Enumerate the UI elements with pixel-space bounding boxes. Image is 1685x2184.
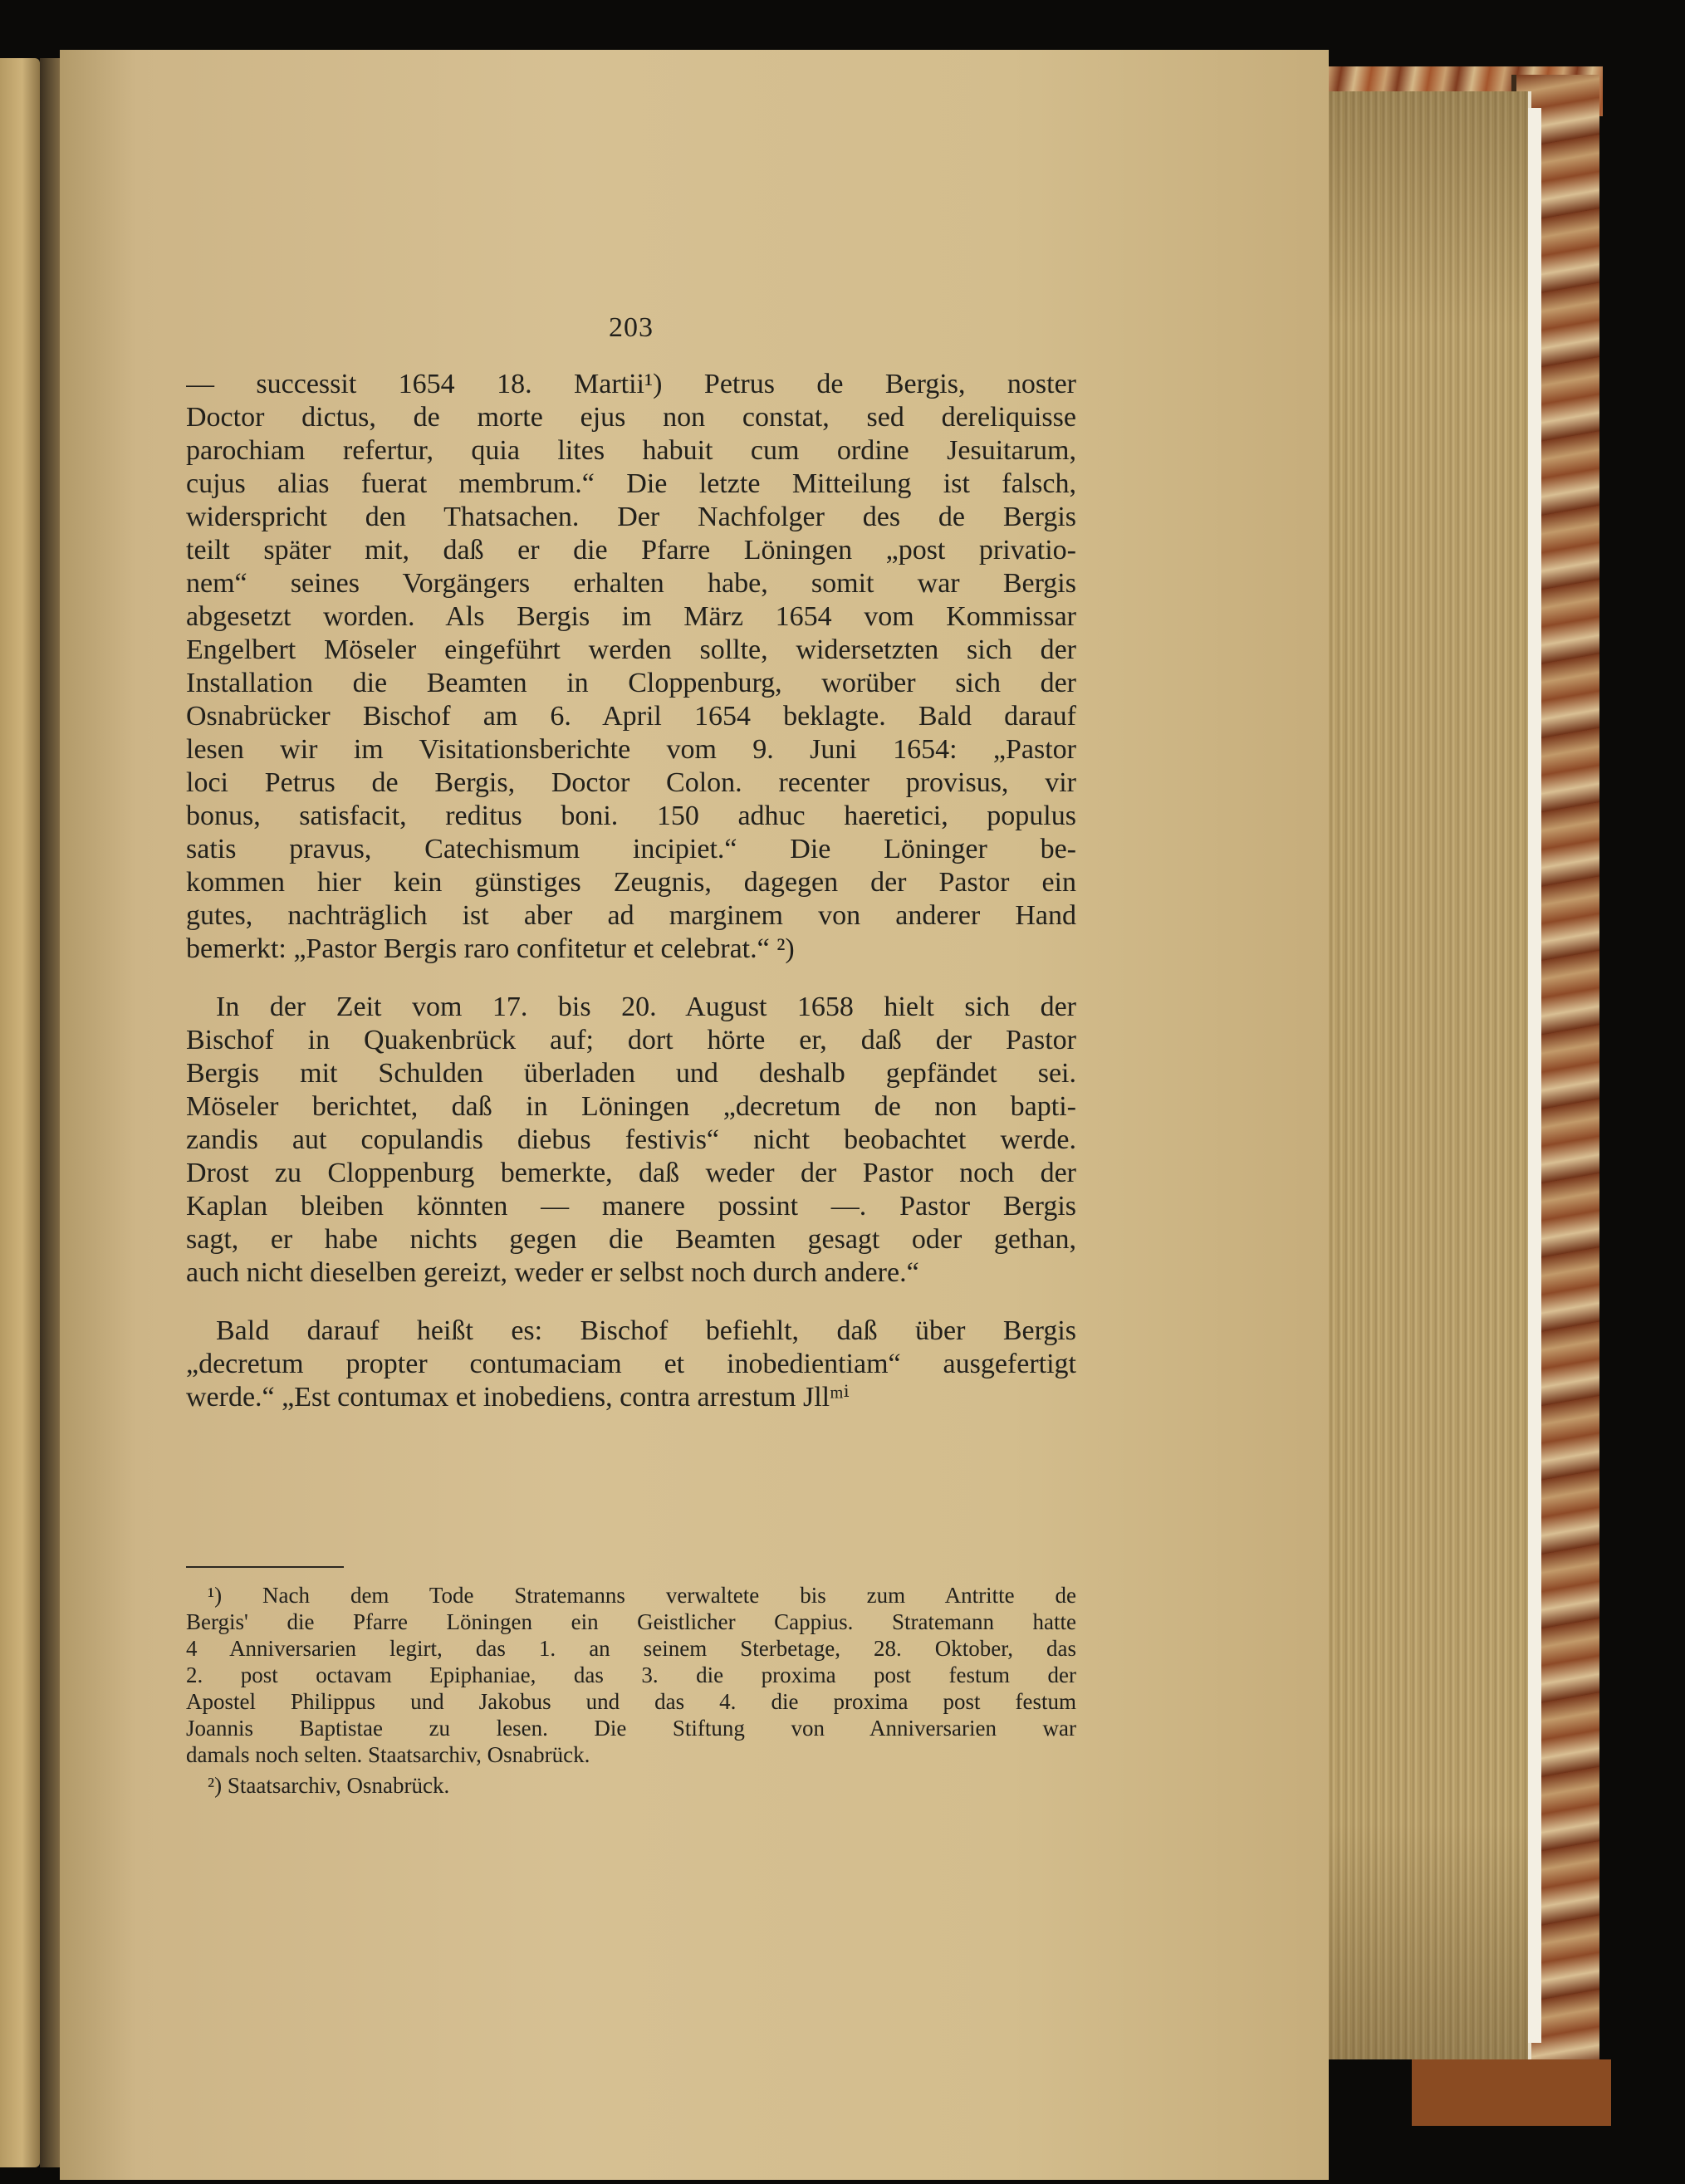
text-line: zandis aut copulandis diebus festivis“ nicht beobachtet werde. (186, 1124, 1076, 1155)
text-line: lesen wir im Visitationsberichte vom 9. Juni 1654: „Pastor (186, 734, 1076, 765)
footnote-line: 4 Anniversarien legirt, das 1. an seinem Sterbetage, 28. Oktober, das (186, 1636, 1076, 1661)
text-line: auch nicht dieselben gereizt, weder er selbst noch durch andere.“ (186, 1257, 919, 1288)
text-line: In der Zeit vom 17. bis 20. August 1658 hielt sich der (216, 992, 1076, 1022)
text-line: Kaplan bleiben könnten — manere possint —. Pastor Bergis (186, 1191, 1076, 1222)
text-line: teilt später mit, daß er die Pfarre Löningen „post privatio- (186, 535, 1076, 566)
text-line: Bergis mit Schulden überladen und deshalb gepfändet sei. (186, 1058, 1076, 1089)
text-line: Osnabrücker Bischof am 6. April 1654 beklagte. Bald darauf (186, 701, 1076, 732)
text-line: — successit 1654 18. Martii¹) Petrus de Bergis, noster (186, 369, 1076, 399)
text-line: parochiam refertur, quia lites habuit cum ordine Jesuitarum, (186, 435, 1076, 466)
text-line: Möseler berichtet, daß in Löningen „decretum de non bapti- (186, 1091, 1076, 1122)
text-line: Doctor dictus, de morte ejus non constat, sed dereliquisse (186, 402, 1076, 433)
text-line: loci Petrus de Bergis, Doctor Colon. recenter provisus, vir (186, 767, 1076, 798)
text-line: bemerkt: „Pastor Bergis raro confitetur et celebrat.“ ²) (186, 933, 795, 964)
footnote-rule (186, 1566, 344, 1568)
text-line: Bald darauf heißt es: Bischof befiehlt, daß über Bergis (216, 1315, 1076, 1346)
text-line: widerspricht den Thatsachen. Der Nachfolger des de Bergis (186, 502, 1076, 532)
text-line: cujus alias fuerat membrum.“ Die letzte Mitteilung ist falsch, (186, 468, 1076, 499)
cover-bottom-edge (1412, 2059, 1611, 2126)
footnote-line: Joannis Baptistae zu lesen. Die Stiftung von Anniversarien war (186, 1716, 1076, 1741)
footnote-line: ¹) Nach dem Tode Stratemanns verwaltete bis zum Antritte de (208, 1583, 1076, 1608)
endpaper-edge (1528, 108, 1541, 2043)
text-line: Drost zu Cloppenburg bemerkte, daß weder der Pastor noch der (186, 1158, 1076, 1188)
text-line: Bischof in Quakenbrück auf; dort hörte er, daß der Pastor (186, 1025, 1076, 1055)
text-line: satis pravus, Catechismum incipiet.“ Die Löninger be- (186, 834, 1076, 864)
footnote-line: ²) Staatsarchiv, Osnabrück. (208, 1773, 450, 1798)
text-line: „decretum propter contumaciam et inobedientiam“ ausgefertigt (186, 1349, 1076, 1379)
text-line: Engelbert Möseler eingeführt werden sollte, widersetzten sich der (186, 634, 1076, 665)
text-line: kommen hier kein günstiges Zeugnis, dagegen der Pastor ein (186, 867, 1076, 898)
text-line: abgesetzt worden. Als Bergis im März 1654 vom Kommissar (186, 601, 1076, 632)
page-number: 203 (609, 312, 654, 343)
footnote-line: 2. post octavam Epiphaniae, das 3. die proxima post festum der (186, 1662, 1076, 1687)
footnote-line: Apostel Philippus und Jakobus und das 4. die proxima post festum (186, 1689, 1076, 1714)
footnote-line: damals noch selten. Staatsarchiv, Osnabrück. (186, 1742, 590, 1767)
footnote-line: Bergis' die Pfarre Löningen ein Geistlicher Cappius. Stratemann hatte (186, 1609, 1076, 1634)
text-line: bonus, satisfacit, reditus boni. 150 adhuc haeretici, populus (186, 801, 1076, 831)
page-block-shading (1329, 91, 1528, 2059)
book-gutter (40, 58, 60, 2167)
text-line: sagt, er habe nichts gegen die Beamten gesagt oder gethan, (186, 1224, 1076, 1255)
text-line: Installation die Beamten in Cloppenburg, worüber sich der (186, 668, 1076, 698)
previous-page-edge (0, 58, 40, 2167)
text-line: werde.“ „Est contumax et inobediens, contra arrestum Jllᵐⁱ (186, 1382, 850, 1413)
text-line: nem“ seines Vorgängers erhalten habe, somit war Bergis (186, 568, 1076, 599)
text-line: gutes, nachträglich ist aber ad marginem von anderer Hand (186, 900, 1076, 931)
book-page (60, 50, 1329, 2180)
